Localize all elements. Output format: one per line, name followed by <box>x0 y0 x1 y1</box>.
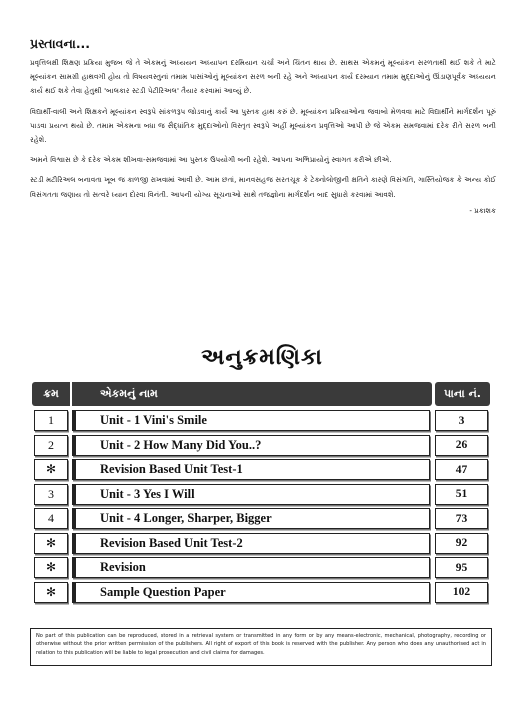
row-page: 47 <box>435 459 488 480</box>
toc-row[interactable] <box>32 507 490 532</box>
row-number: ✻ <box>34 533 68 554</box>
toc-row[interactable] <box>32 556 490 581</box>
row-title: Revision <box>72 557 430 578</box>
row-page: 26 <box>435 435 488 456</box>
toc-row[interactable] <box>32 409 490 434</box>
row-title: Unit - 4 Longer, Sharper, Bigger <box>72 508 430 529</box>
row-title: Unit - 1 Vini's Smile <box>72 410 430 431</box>
row-page: 3 <box>435 410 488 431</box>
row-number: ✻ <box>34 557 68 578</box>
preface-paragraph-2: વિદ્યાર્થી-વાલી અને શિક્ષકને મૂલ્યાંકન સ્વરૂપે સાંકળરૂપ જોડવાનું કાર્ય આ પુસ્તક હાથ કરું છે. મૂલ્યાંકન પ્રક્રિયાઓના જવાબો મેળવવા માટે વિદ્યાર્થીને માર્ગદર્શન પૂરું પાડવા પ્રયત્ન થયો છે. તમામ એકમના બધા જ સૈદ્ધાંતિક મુદ્દાઓનો વિસ્તૃત સ્વરૂપે અહીં મૂલ્યાંકન પ્રવૃત્તિઓ આપી છે જે એકમ સમજવામાં દરેક રીતે સરળ બની રહેશે. <box>30 106 496 145</box>
preface-title: પ્રસ્તાવના... <box>30 36 91 51</box>
toc-header-row <box>32 382 490 409</box>
toc-row[interactable] <box>32 434 490 459</box>
row-page: 95 <box>435 557 488 578</box>
row-page: 51 <box>435 484 488 505</box>
row-number: 4 <box>34 508 68 529</box>
toc-heading: અનુક્રમણિકા <box>201 345 323 370</box>
toc-row[interactable] <box>32 581 490 606</box>
copyright-notice: No part of this publication can be reproduced, stored in a retrieval system or transmitted in any form or by any means-electronic, mechanical, photography, recording or otherwise without the prior written permission of the publishers. All right of export of this book is reserved with the publisher. Any person who does any unauthorised act in relation to this publication will be liable to legal prosecution and civil claims for damages. <box>30 628 492 666</box>
row-title: Unit - 2 How Many Did You..? <box>72 435 430 456</box>
preface-paragraph-4: સ્ટડી મટીરિઅલ બનાવતા ખૂબ જ કાળજી રાખવામાં આવી છે. આમ છતાં, માનવસહજ સરતચૂક કે ટેક્નોલોજીની ક્ષતિને કારણે વિસંગતિ, ગાસ્તિયોજક કે અન્ય કોઈ વિસંગતતા જણાય તો સત્વરે ધ્યાન દોરવા વિનંતી. આપની યોગ્ય સૂચનાઓ સાથે તજજ્ઞોના માર્ગદર્શન બાદ સુધારો કરવામાં આવશે. <box>30 175 496 199</box>
toc-row[interactable] <box>32 483 490 508</box>
preface-section <box>30 36 496 216</box>
toc-row[interactable] <box>32 532 490 557</box>
row-title: Revision Based Unit Test-1 <box>72 459 430 480</box>
preface-paragraph-3: અમને વિશ્વાસ છે કે દરેક એકમ શીખવા-સમજવામાં આ પુસ્તક ઉપયોગી બની રહેશે. આપના અભિપ્રાયોનું સ્વાગત કરીએ છીએ. <box>30 155 392 165</box>
row-title: Revision Based Unit Test-2 <box>72 533 430 554</box>
table-of-contents <box>32 382 490 605</box>
row-number: 1 <box>34 410 68 431</box>
row-page: 102 <box>435 582 488 603</box>
row-page: 92 <box>435 533 488 554</box>
toc-row[interactable] <box>32 458 490 483</box>
column-header-unit-name: એકમનું નામ <box>72 382 432 406</box>
preface-paragraph-1: પ્રવૃત્તિલક્ષી શિક્ષણ પ્રક્રિયા મુજબ જે તે એકમનું અધ્યયન અધ્યાપન દરમિયાન ચર્ચા અને ચિંતન થાય છે. સાથસ એકમનું મૂલ્યાંકન સરળતાથી થઈ શકે તે માટે મૂલ્યાંકન સામગ્રી હાથવગી હોય તો વિષયવસ્તુનાં તમામ પાસાંઓનું મૂલ્યાંકન સરળ બની રહે અને અધ્યાપન કાર્ય દરમ્યાન તમામ મુદ્દાઓનું ઊંડાણપૂર્વક અધ્યયન કાર્ય થઈ શકે તેવા હેતુથી 'બાલકાર સ્ટડી પેટીરિઅલ' તૈયાર કરવામાં આવ્યું છે. <box>30 58 496 96</box>
column-header-page-number: પાના નં. <box>435 382 490 406</box>
row-title: Unit - 3 Yes I Will <box>72 484 430 505</box>
column-header-number: ક્રમ <box>32 382 70 406</box>
row-page: 73 <box>435 508 488 529</box>
row-number: 3 <box>34 484 68 505</box>
row-number: ✻ <box>34 582 68 603</box>
publisher-signature: - પ્રકાશક <box>469 205 496 215</box>
row-number: ✻ <box>34 459 68 480</box>
row-title: Sample Question Paper <box>72 582 430 603</box>
row-number: 2 <box>34 435 68 456</box>
